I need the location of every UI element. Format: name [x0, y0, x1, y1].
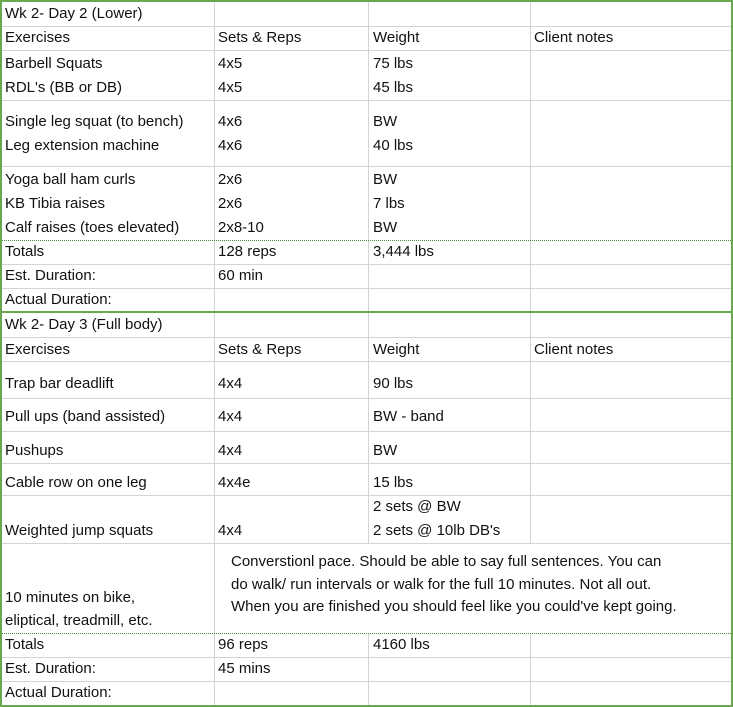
exercise-cell[interactable]: 10 minutes on bike, — [5, 589, 136, 606]
totals-reps[interactable]: 128 reps — [218, 243, 277, 260]
row-divider — [2, 463, 731, 464]
header-weight[interactable]: Weight — [373, 29, 420, 46]
sets-reps-cell[interactable]: 4x4 — [218, 522, 243, 539]
exercise-cell[interactable]: Trap bar deadlift — [5, 375, 114, 392]
row-divider — [2, 100, 731, 101]
sheet-border-left — [0, 0, 2, 707]
weight-cell[interactable]: 75 lbs — [373, 55, 414, 72]
weight-cell[interactable]: 45 lbs — [373, 79, 414, 96]
header-client-notes[interactable]: Client notes — [534, 29, 614, 46]
est-duration-label[interactable]: Est. Duration: — [5, 267, 96, 284]
cardio-note-line[interactable]: Converstionl pace. Should be able to say full sentences. You can — [231, 553, 662, 570]
column-divider — [530, 634, 531, 705]
weight-cell[interactable]: 7 lbs — [373, 195, 405, 212]
section-title-day3[interactable]: Wk 2- Day 3 (Full body) — [5, 316, 163, 333]
exercise-cell[interactable]: Leg extension machine — [5, 137, 160, 154]
totals-divider — [2, 240, 731, 241]
cardio-note-line[interactable]: do walk/ run intervals or walk for the full 10 minutes. Not all out. — [231, 576, 652, 593]
sets-reps-cell[interactable]: 2x8-10 — [218, 219, 264, 236]
weight-cell[interactable]: 2 sets @ 10lb DB's — [373, 522, 501, 539]
sets-reps-cell[interactable]: 4x6 — [218, 137, 243, 154]
totals-reps[interactable]: 96 reps — [218, 636, 269, 653]
row-divider — [2, 543, 731, 544]
column-divider — [530, 2, 531, 543]
section-divider — [2, 311, 731, 313]
weight-cell[interactable]: 40 lbs — [373, 137, 414, 154]
row-divider — [2, 431, 731, 432]
est-duration-label[interactable]: Est. Duration: — [5, 660, 96, 677]
sets-reps-cell[interactable]: 4x6 — [218, 113, 243, 130]
exercise-cell[interactable]: Cable row on one leg — [5, 474, 147, 491]
row-divider — [2, 681, 731, 682]
header-weight[interactable]: Weight — [373, 341, 420, 358]
totals-divider — [2, 633, 731, 634]
exercise-cell[interactable]: RDL's (BB or DB) — [5, 79, 123, 96]
sets-reps-cell[interactable]: 2x6 — [218, 195, 243, 212]
column-divider — [214, 2, 215, 705]
sets-reps-cell[interactable]: 4x4 — [218, 408, 243, 425]
row-divider — [2, 337, 731, 338]
row-divider — [2, 264, 731, 265]
exercise-cell[interactable]: Single leg squat (to bench) — [5, 113, 184, 130]
weight-cell[interactable]: BW - band — [373, 408, 444, 425]
row-divider — [2, 495, 731, 496]
weight-cell[interactable]: BW — [373, 442, 398, 459]
cardio-note-line[interactable]: When you are finished you should feel like you could've kept going. — [231, 598, 677, 615]
exercise-cell[interactable]: Yoga ball ham curls — [5, 171, 136, 188]
row-divider — [2, 166, 731, 167]
row-divider — [2, 288, 731, 289]
sets-reps-cell[interactable]: 4x4e — [218, 474, 251, 491]
row-divider — [2, 361, 731, 362]
exercise-cell[interactable]: Pull ups (band assisted) — [5, 408, 166, 425]
est-duration-value[interactable]: 45 mins — [218, 660, 271, 677]
exercise-cell[interactable]: Calf raises (toes elevated) — [5, 219, 180, 236]
weight-cell[interactable]: 15 lbs — [373, 474, 414, 491]
sets-reps-cell[interactable]: 2x6 — [218, 171, 243, 188]
header-client-notes[interactable]: Client notes — [534, 341, 614, 358]
totals-label[interactable]: Totals — [5, 636, 45, 653]
row-divider — [2, 657, 731, 658]
column-divider — [368, 634, 369, 705]
exercise-cell[interactable]: Barbell Squats — [5, 55, 103, 72]
header-sets-reps[interactable]: Sets & Reps — [218, 29, 302, 46]
row-divider — [2, 26, 731, 27]
header-exercises[interactable]: Exercises — [5, 29, 71, 46]
weight-cell[interactable]: 90 lbs — [373, 375, 414, 392]
weight-cell[interactable]: BW — [373, 219, 398, 236]
totals-weight[interactable]: 3,444 lbs — [373, 243, 434, 260]
sets-reps-cell[interactable]: 4x4 — [218, 442, 243, 459]
exercise-cell[interactable]: Weighted jump squats — [5, 522, 154, 539]
sets-reps-cell[interactable]: 4x5 — [218, 55, 243, 72]
sets-reps-cell[interactable]: 4x5 — [218, 79, 243, 96]
exercise-cell[interactable]: Pushups — [5, 442, 64, 459]
sheet-border-top — [0, 0, 733, 2]
actual-duration-label[interactable]: Actual Duration: — [5, 684, 112, 701]
header-sets-reps[interactable]: Sets & Reps — [218, 341, 302, 358]
exercise-cell[interactable]: KB Tibia raises — [5, 195, 106, 212]
weight-cell[interactable]: BW — [373, 113, 398, 130]
totals-label[interactable]: Totals — [5, 243, 45, 260]
weight-cell[interactable]: BW — [373, 171, 398, 188]
totals-weight[interactable]: 4160 lbs — [373, 636, 430, 653]
column-divider — [368, 2, 369, 543]
row-divider — [2, 398, 731, 399]
est-duration-value[interactable]: 60 min — [218, 267, 264, 284]
section-title-day2[interactable]: Wk 2- Day 2 (Lower) — [5, 5, 143, 22]
weight-cell[interactable]: 2 sets @ BW — [373, 498, 461, 515]
header-exercises[interactable]: Exercises — [5, 341, 71, 358]
exercise-cell[interactable]: eliptical, treadmill, etc. — [5, 612, 153, 629]
sets-reps-cell[interactable]: 4x4 — [218, 375, 243, 392]
row-divider — [2, 50, 731, 51]
actual-duration-label[interactable]: Actual Duration: — [5, 291, 112, 308]
